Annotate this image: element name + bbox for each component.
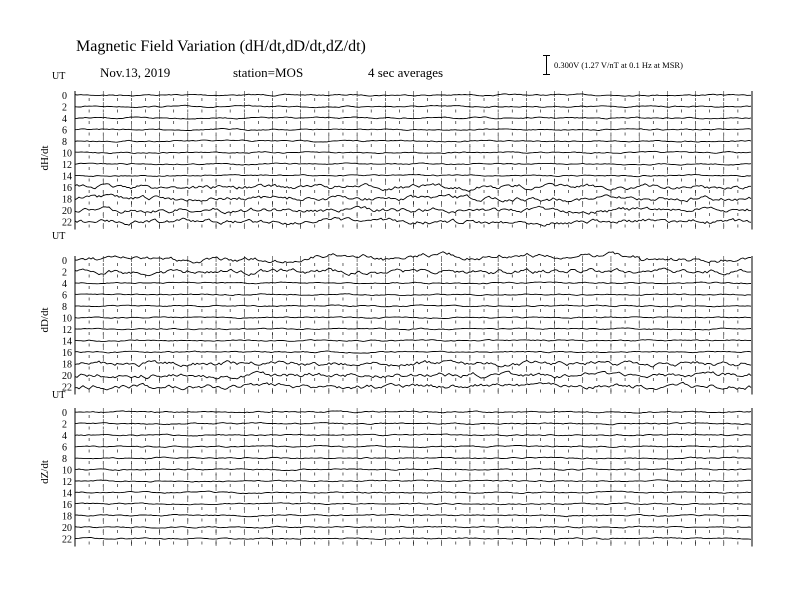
hour-row-label: 18: [62, 511, 72, 523]
hour-row-label: 8: [62, 454, 67, 465]
ut-axis-label: UT: [52, 231, 66, 242]
hour-row-label: 6: [62, 442, 67, 454]
trace-line: [75, 317, 751, 319]
component-label: dZ/dt: [39, 460, 51, 484]
trace-line: [75, 445, 751, 447]
hour-row-label: 0: [62, 408, 67, 419]
trace-line: [75, 457, 751, 459]
trace-line: [75, 340, 751, 342]
trace-line: [75, 537, 751, 539]
hour-row-label: 16: [62, 500, 72, 511]
hour-row-label: 4: [62, 431, 67, 442]
hour-row-label: 2: [62, 267, 67, 279]
hour-row-label: 20: [62, 371, 72, 382]
hour-row-label: 22: [62, 534, 72, 546]
trace-line: [75, 294, 751, 296]
hour-row-label: 0: [62, 256, 67, 267]
hour-row-label: 18: [62, 194, 72, 206]
hour-row-label: 18: [62, 359, 72, 371]
trace-line: [75, 371, 751, 379]
trace-line: [75, 305, 751, 307]
hour-row-label: 8: [62, 302, 67, 313]
trace-line: [75, 94, 751, 96]
chart-title: Magnetic Field Variation (dH/dt,dD/dt,dZ/dt): [76, 38, 366, 55]
hour-row-label: 0: [62, 91, 67, 102]
trace-line: [75, 328, 751, 330]
trace-line: [75, 268, 751, 276]
trace-line: [75, 526, 751, 528]
trace-line: [75, 217, 751, 226]
hour-row-label: 6: [62, 290, 67, 302]
hour-row-label: 10: [62, 148, 72, 160]
trace-line: [75, 206, 751, 214]
trace-line: [75, 423, 751, 425]
trace-line: [75, 480, 751, 482]
trace-line: [75, 468, 751, 470]
trace-line: [75, 163, 751, 165]
hour-row-label: 22: [62, 217, 72, 229]
trace-line: [75, 151, 751, 153]
hour-row-label: 16: [62, 183, 72, 194]
hour-row-label: 6: [62, 125, 67, 137]
trace-line: [75, 252, 751, 263]
trace-line: [75, 351, 751, 353]
hour-row-label: 14: [62, 336, 72, 348]
hour-row-label: 4: [62, 114, 67, 125]
station-label: station=MOS: [233, 65, 304, 80]
hour-row-label: 14: [62, 488, 72, 500]
trace-line: [75, 183, 751, 191]
averaging-label: 4 sec averages: [368, 65, 444, 80]
trace-line: [75, 491, 751, 494]
component-label: dD/dt: [39, 307, 51, 333]
hour-row-label: 10: [62, 313, 72, 325]
hour-row-label: 8: [62, 137, 67, 148]
ut-axis-label: UT: [52, 71, 66, 82]
scale-label: 0.300V (1.27 V/nT at 0.1 Hz at MSR): [554, 60, 683, 70]
trace-line: [75, 105, 751, 108]
trace-line: [75, 117, 751, 119]
hour-row-label: 16: [62, 348, 72, 359]
trace-line: [75, 360, 751, 367]
ut-axis-label: UT: [52, 390, 66, 401]
hour-row-label: 20: [62, 206, 72, 217]
trace-line: [75, 382, 751, 390]
trace-line: [75, 434, 751, 436]
trace-line: [75, 128, 751, 130]
hour-row-label: 20: [62, 523, 72, 534]
trace-line: [75, 174, 751, 176]
trace-line: [75, 503, 751, 505]
hour-row-label: 22: [62, 382, 72, 394]
hour-row-label: 12: [62, 160, 72, 171]
hour-row-label: 10: [62, 465, 72, 477]
hour-row-label: 12: [62, 477, 72, 488]
date-label: Nov.13, 2019: [100, 65, 171, 80]
trace-line: [75, 514, 751, 516]
hour-row-label: 12: [62, 325, 72, 336]
trace-line: [75, 140, 751, 142]
trace-line: [75, 282, 751, 284]
trace-line: [75, 194, 751, 202]
trace-line: [75, 411, 751, 413]
component-label: dH/dt: [39, 145, 51, 171]
hour-row-label: 2: [62, 419, 67, 431]
hour-row-label: 2: [62, 102, 67, 114]
hour-row-label: 14: [62, 171, 72, 183]
hour-row-label: 4: [62, 279, 67, 290]
